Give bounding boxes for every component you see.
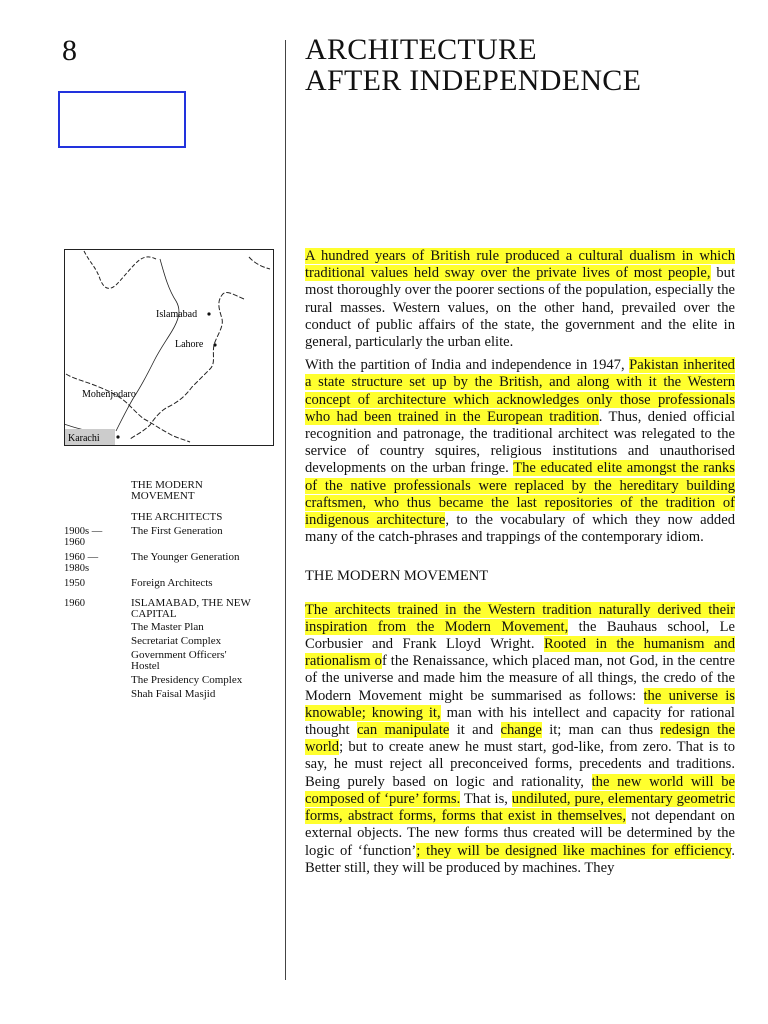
title-line-2: AFTER INDEPENDENCE — [305, 64, 642, 97]
highlight: can manipulate — [356, 722, 450, 739]
toc-younger-generation-label: The Younger Generation — [131, 551, 240, 563]
toc-islamabad-line-1: ISLAMABAD, THE NEW — [131, 597, 251, 609]
toc-first-generation-label: The First Generation — [131, 525, 223, 537]
text-run: f the Renaissance, which placed man, not God, in the centre of the universe and made him the measure of all things, the credo of the Modern Movement might be summarised as follows: — [305, 653, 735, 704]
text-run: it; man can thus — [541, 722, 661, 739]
toc-foreign-label: Foreign Architects — [131, 577, 213, 589]
paragraph-1 — [305, 248, 735, 351]
section-heading: THE MODERN MOVEMENT — [305, 568, 489, 585]
text-run: it and — [449, 722, 501, 739]
map-label-karachi: Karachi — [68, 433, 100, 444]
toc-first-generation — [64, 526, 286, 552]
text-run: . Thus, denied official recognition and patronage, the traditional architect was relegated to the service of country squires, religious institutions and unauthorised developments on the urban fringe. — [305, 408, 735, 477]
map-frame — [65, 250, 274, 446]
toc-masjid: Shah Faisal Masjid — [131, 688, 216, 700]
karachi-dot — [116, 435, 119, 438]
chapter-title — [305, 34, 641, 96]
highlight: The architects trained in the Western tradition naturally derived their inspiration from the Modern Movement, — [305, 601, 735, 635]
paragraph-3 — [305, 602, 735, 877]
highlight: Rooted in the humanism and rationalism o — [305, 636, 735, 670]
title-line-1: ARCHITECTURE — [305, 33, 537, 66]
body-text — [305, 248, 735, 883]
toc-modern-movement-line-2: MOVEMENT — [131, 490, 195, 502]
text-run: man with his intellect and capacity for rational thought — [305, 704, 735, 739]
highlight: The educated elite amongst the ranks of the native professionals were replaced by the hereditary building craftsmen, who thus became the last repositories of the tradition of indigenous architecture — [305, 460, 735, 529]
annotation-box — [58, 91, 186, 148]
highlight: redesign the world — [305, 722, 735, 756]
toc-younger-generation-date: 1960 — 1980s — [64, 552, 99, 574]
text-run: With the partition of India and independence in 1947, — [305, 357, 630, 374]
text-run: ; but to create anew he must start, god-like, from zero. That is to say, he must reject all preconceived forms, precedents and traditions. Being purely based on logic and rationality, — [305, 739, 735, 790]
toc-modern-movement-line-1: THE MODERN — [131, 479, 203, 491]
highlight: the universe is knowable; knowing it, — [305, 687, 735, 721]
toc-modern-movement — [64, 480, 286, 504]
chapter-contents — [64, 480, 286, 700]
toc-architects — [64, 512, 286, 526]
toc-foreign-architects — [64, 578, 286, 598]
toc-presidency: The Presidency Complex — [131, 674, 243, 686]
text-run: . Better still, they will be produced by machines. They — [305, 842, 735, 876]
text-run: , to the vocabulary of which they now added many of the catch-phrases and trappings of the contemporary idiom. — [305, 512, 736, 546]
toc-islamabad-date: 1960 — [64, 598, 85, 609]
toc-younger-generation — [64, 552, 286, 578]
toc-secretariat: Secretariat Complex — [131, 635, 222, 647]
toc-hostel-line-2: Hostel — [131, 660, 160, 672]
toc-hostel-line-1: Government Officers' — [131, 649, 227, 661]
text-run: but most thoroughly over the poorer sections of the population, especially the rural masses. Western values, on the other hand, prevailed over the conduct of public affairs of the state, the government and the elite in general, particularly the urban elite. — [305, 265, 736, 351]
highlight: the new world will be composed of ‘pure’ forms. — [305, 773, 735, 807]
text-run: the Bauhaus school, Le Corbusier and Frank Lloyd Wright. — [305, 618, 735, 653]
highlight: undiluted, pure, elementary geometric forms, abstract forms, forms that exist in themselves, — [305, 790, 735, 825]
map-label-islamabad: Islamabad — [156, 309, 198, 320]
pakistan-map — [64, 249, 274, 446]
highlight: Pakistan inherited a state structure set up by the British, and along with it the Western concept of architecture which acknowledges only those professionals who had been trained in the European tradition — [305, 357, 735, 425]
highlight: ; they will be designed like machines for efficiency — [416, 842, 732, 859]
toc-architects-label: THE ARCHITECTS — [131, 511, 223, 523]
islamabad-dot — [207, 312, 210, 315]
highlight: A hundred years of British rule produced a cultural dualism in which traditional values held sway over the private lives of most people, — [305, 248, 735, 282]
chapter-number: 8 — [62, 34, 77, 67]
text-run: not dependant on external objects. The new forms thus created will be determined by the logic of ‘function’ — [305, 808, 735, 859]
lahore-dot — [213, 343, 216, 346]
text-run: That is, — [460, 790, 512, 807]
toc-islamabad-line-2: CAPITAL — [131, 608, 177, 620]
toc-islamabad — [64, 598, 286, 700]
toc-master-plan: The Master Plan — [131, 621, 204, 633]
map-label-mohenjodaro: Mohenjodaro — [82, 389, 136, 400]
highlight: change — [500, 722, 542, 739]
toc-first-generation-date: 1900s — 1960 — [64, 526, 103, 548]
toc-foreign-date: 1950 — [64, 578, 85, 589]
paragraph-2 — [305, 357, 735, 546]
map-label-lahore: Lahore — [175, 339, 204, 350]
